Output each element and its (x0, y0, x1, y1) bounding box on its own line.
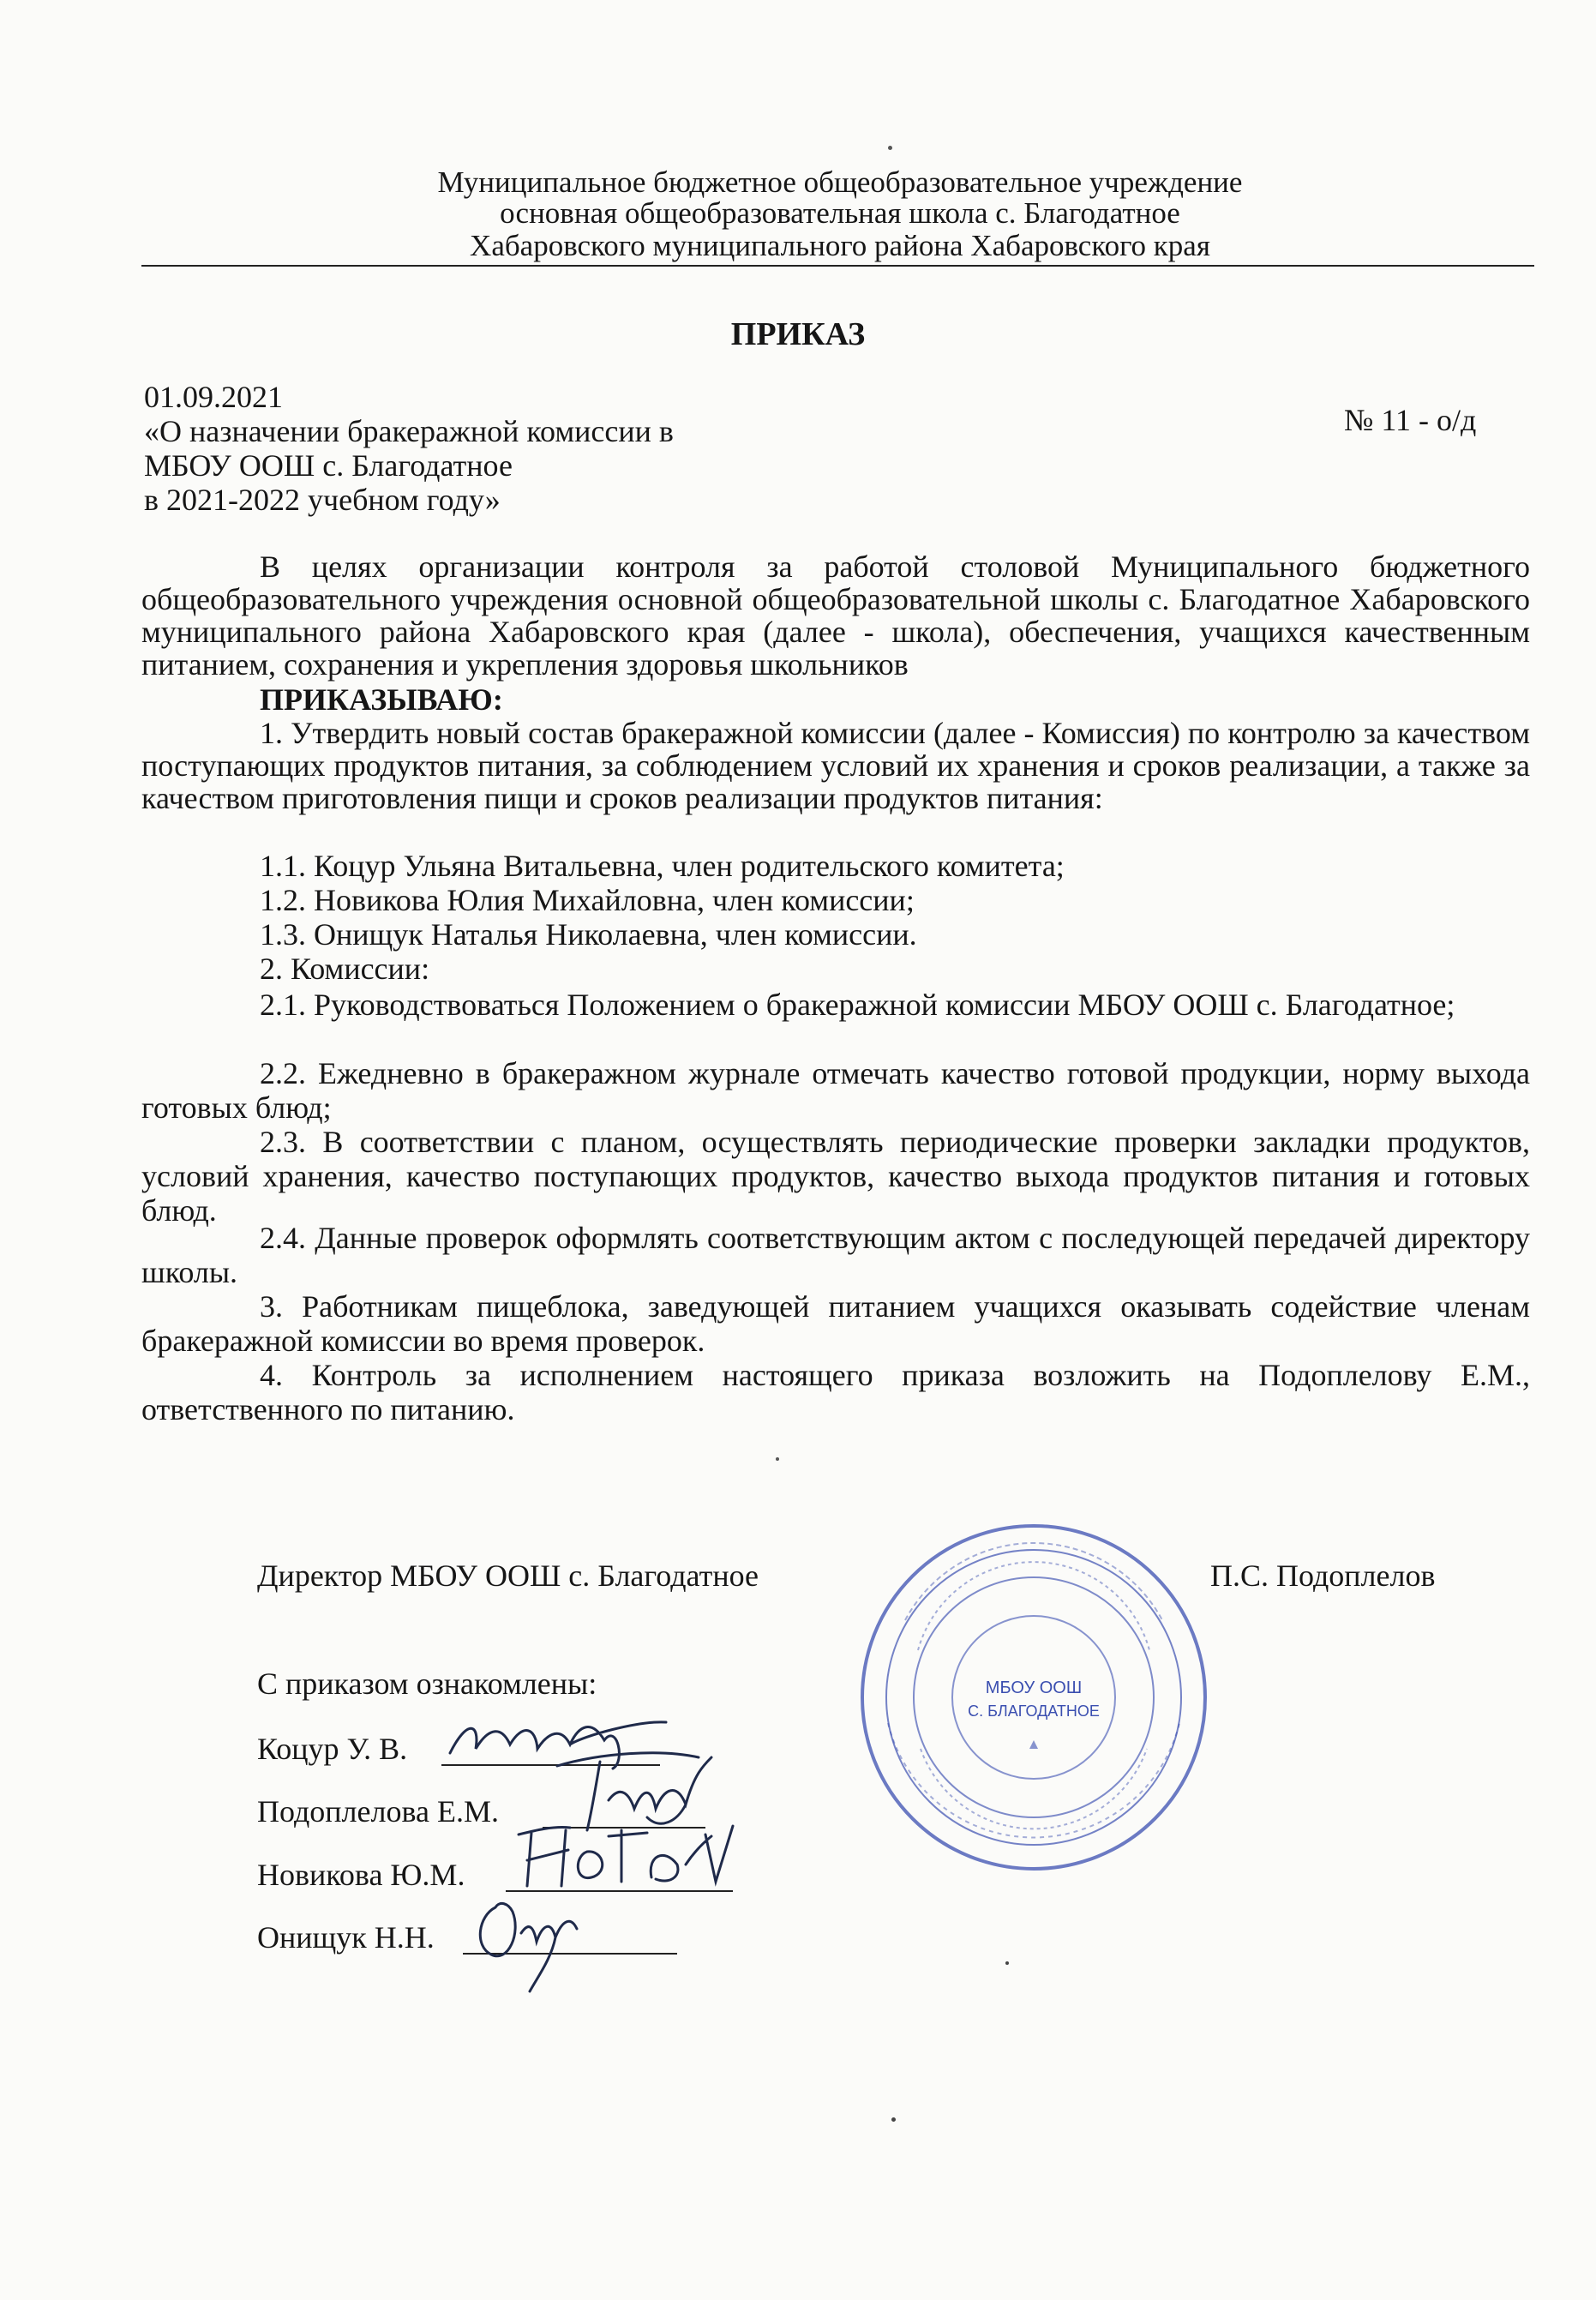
item-3: 3. Работникам пищеблока, заведующей питанием учащихся оказывать содействие членам бракеражной комиссии во время проверок. (141, 1289, 1530, 1358)
official-stamp (854, 1517, 1214, 1877)
item-1-3: 1.3. Онищук Наталья Николаевна, член комиссии. (260, 917, 917, 952)
order-word: ПРИКАЗЫВАЮ: (260, 682, 503, 717)
scan-speck (776, 1457, 779, 1461)
order-date: 01.09.2021 (144, 380, 283, 414)
item-2-4: 2.4. Данные проверок оформлять соответствующим актом с последующей передачей директору школы. (141, 1221, 1530, 1289)
item-1-2: 1.2. Новикова Юлия Михайловна, член комиссии; (260, 883, 915, 917)
item-2-3: 2.3. В соответствии с планом, осуществлять периодические проверки закладки продуктов, условий хранения, качество поступающих продуктов, качество выхода продуктов питания и готовых блюд. (141, 1125, 1530, 1228)
acquainted-person-2: Подоплелова Е.М. (257, 1794, 499, 1829)
stamp-center-line-2: С. БЛАГОДАТНОЕ (968, 1702, 1100, 1720)
director-name: П.С. Подоплелов (1210, 1558, 1436, 1593)
intro-paragraph: В целях организации контроля за работой столовой Муниципального бюджетного общеобразовательного учреждения основной общеобразовательной школы с. Благодатное Хабаровского муниципального района Хабаровского края (далее - школа), обеспечения, учащихся качественным питанием, сохранения и укрепления здоровья школьников (141, 549, 1530, 682)
signature-onischuk (470, 1882, 590, 2002)
acquainted-person-3: Новикова Ю.М. (257, 1858, 465, 1892)
order-number: № 11 - о/д (1344, 403, 1477, 437)
header-rule (141, 265, 1534, 267)
acquainted-person-1: Коцур У. В. (257, 1732, 408, 1766)
scan-speck (891, 2117, 896, 2122)
stamp-center-line-1: МБОУ ООШ (985, 1678, 1083, 1697)
item-2-1: 2.1. Руководствоваться Положением о бракеражной комиссии МБОУ ООШ с. Благодатное; (260, 988, 1455, 1022)
scan-speck (888, 146, 892, 150)
acquainted-heading: С приказом ознакомлены: (257, 1666, 597, 1701)
subject-line-1: «О назначении бракеражной комиссии в (144, 414, 674, 448)
org-name-line-3: Хабаровского муниципального района Хабаровского края (470, 229, 1210, 262)
org-name-line-1: Муниципальное бюджетное общеобразовательное учреждение (437, 165, 1243, 199)
acquainted-person-4: Онищук Н.Н. (257, 1920, 435, 1955)
subject-line-3: в 2021-2022 учебном году» (144, 483, 501, 517)
subject-line-2: МБОУ ООШ с. Благодатное (144, 448, 513, 483)
item-4: 4. Контроль за исполнением настоящего приказа возложить на Подоплелову Е.М., ответственного по питанию. (141, 1358, 1530, 1426)
item-1: 1. Утвердить новый состав бракеражной комиссии (далее - Комиссия) по контролю за качеством поступающих продуктов питания, за соблюдением условий их хранения и сроков реализации, а также за качеством приготовления пищи и сроков реализации продуктов питания: (141, 716, 1530, 815)
item-1-1: 1.1. Коцур Ульяна Витальевна, член родительского комитета; (260, 849, 1065, 883)
item-2-2: 2.2. Ежедневно в бракеражном журнале отмечать качество готовой продукции, норму выхода готовых блюд; (141, 1056, 1530, 1125)
document-title: ПРИКАЗ (730, 316, 866, 352)
director-position: Директор МБОУ ООШ с. Благодатное (257, 1558, 759, 1593)
item-2: 2. Комиссии: (260, 952, 430, 986)
org-name-line-2: основная общеобразовательная школа с. Благодатное (500, 196, 1180, 230)
scan-speck (1005, 1961, 1009, 1965)
